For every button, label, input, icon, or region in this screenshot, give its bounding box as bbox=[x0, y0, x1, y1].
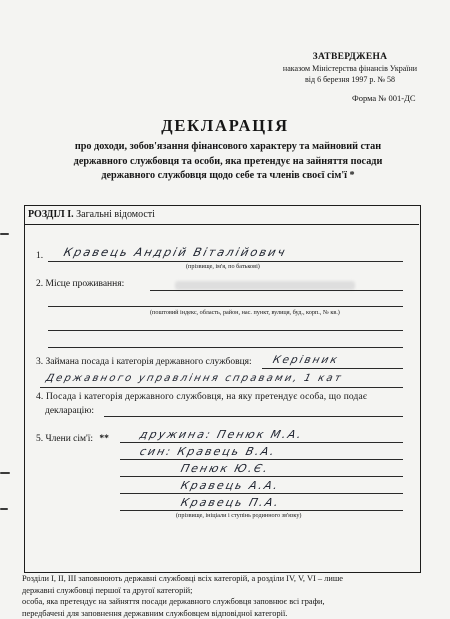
family-member-2: син: Кравець В.А. bbox=[138, 445, 277, 458]
residence-line-1 bbox=[150, 290, 403, 291]
family-label bbox=[36, 434, 109, 444]
scan-mark-2 bbox=[0, 472, 10, 474]
section-number: РОЗДІЛ І. bbox=[28, 209, 74, 220]
page-subtitle bbox=[30, 140, 426, 184]
footnote bbox=[22, 573, 440, 619]
family-member-1: дружина: Пенюк М.А. bbox=[138, 428, 304, 441]
section-title: Загальні відомості bbox=[76, 209, 155, 220]
approval-order: наказом Міністерства фінансів України bbox=[250, 63, 450, 74]
subtitle-line-1: про доходи, зобов'язання фінансового характеру та майновий стан bbox=[30, 140, 426, 155]
full-name-hint: (прізвище, ім'я, по батькові) bbox=[186, 263, 260, 270]
scan-mark-1 bbox=[0, 233, 9, 235]
footnote-line-2: державні службовці першої та другої категорій; bbox=[22, 585, 440, 597]
footnote-line-4: передбачені для заповнення державним службовцем відповідної категорії. bbox=[22, 608, 440, 619]
position-label: 3. Займана посада і категорія державного службовця: bbox=[36, 357, 252, 367]
item-1-number: 1. bbox=[36, 251, 43, 261]
family-member-4: Кравець А.А. bbox=[179, 479, 281, 492]
family-line-5 bbox=[120, 510, 403, 511]
position-line-2 bbox=[40, 387, 403, 388]
residence-line-2 bbox=[48, 306, 403, 307]
full-name-line bbox=[48, 261, 403, 262]
target-position-line bbox=[104, 416, 403, 417]
position-line-1 bbox=[262, 368, 403, 369]
residence-redaction bbox=[175, 281, 355, 290]
family-label-text: 5. Члени сім'ї: bbox=[36, 434, 93, 444]
subtitle-line-2: державного службовця та особи, яка претендує на зайняття посади bbox=[30, 155, 426, 170]
family-member-5: Кравець П.А. bbox=[179, 496, 281, 509]
residence-label: 2. Місце проживання: bbox=[36, 279, 124, 289]
footnote-line-3: особа, яка претендує на зайняття посади державного службовця заповнює всі графи, bbox=[22, 596, 440, 608]
target-position-label: 4. Посада і категорія державного службовця, на яку претендує особа, що подає bbox=[36, 392, 412, 402]
page-title: ДЕКЛАРАЦІЯ bbox=[0, 116, 450, 136]
form-number: Форма № 001-ДС bbox=[352, 93, 416, 103]
position-value-1: Керівник bbox=[272, 354, 341, 366]
family-footnote-marks: ** bbox=[99, 434, 109, 444]
residence-line-3 bbox=[48, 330, 403, 331]
section-header bbox=[28, 209, 155, 220]
approval-date: від 6 березня 1997 р. № 58 bbox=[250, 74, 450, 85]
section-header-divider bbox=[24, 224, 419, 225]
residence-line-4 bbox=[48, 347, 403, 348]
subtitle-line-3: державного службовця щодо себе та членів своєї сім'ї * bbox=[30, 169, 426, 184]
family-line-3 bbox=[120, 476, 403, 477]
family-member-3: Пенюк Ю.Є. bbox=[179, 462, 270, 475]
approval-status: ЗАТВЕРДЖЕНА bbox=[250, 52, 450, 63]
family-line-1 bbox=[120, 442, 403, 443]
family-line-4 bbox=[120, 493, 403, 494]
full-name-value: Кравець Андрій Віталійович bbox=[62, 245, 288, 259]
scan-mark-3 bbox=[0, 508, 8, 510]
family-hint: (прізвище, ініціали і ступінь родинного зв'язку) bbox=[176, 512, 301, 519]
footnote-line-1: Розділи І, ІІ, ІІІ заповнюють державні службовці всіх категорій, а розділи IV, V, VI – лише bbox=[22, 573, 440, 585]
family-line-2 bbox=[120, 459, 403, 460]
approval-stamp bbox=[250, 52, 450, 85]
residence-hint: (поштовий індекс, область, район, нас. пункт, вулиця, буд., корп., № кв.) bbox=[150, 309, 340, 316]
position-value-2: Державного управління справами, 1 кат bbox=[45, 373, 344, 384]
target-position-label-2: декларацію: bbox=[45, 406, 94, 416]
